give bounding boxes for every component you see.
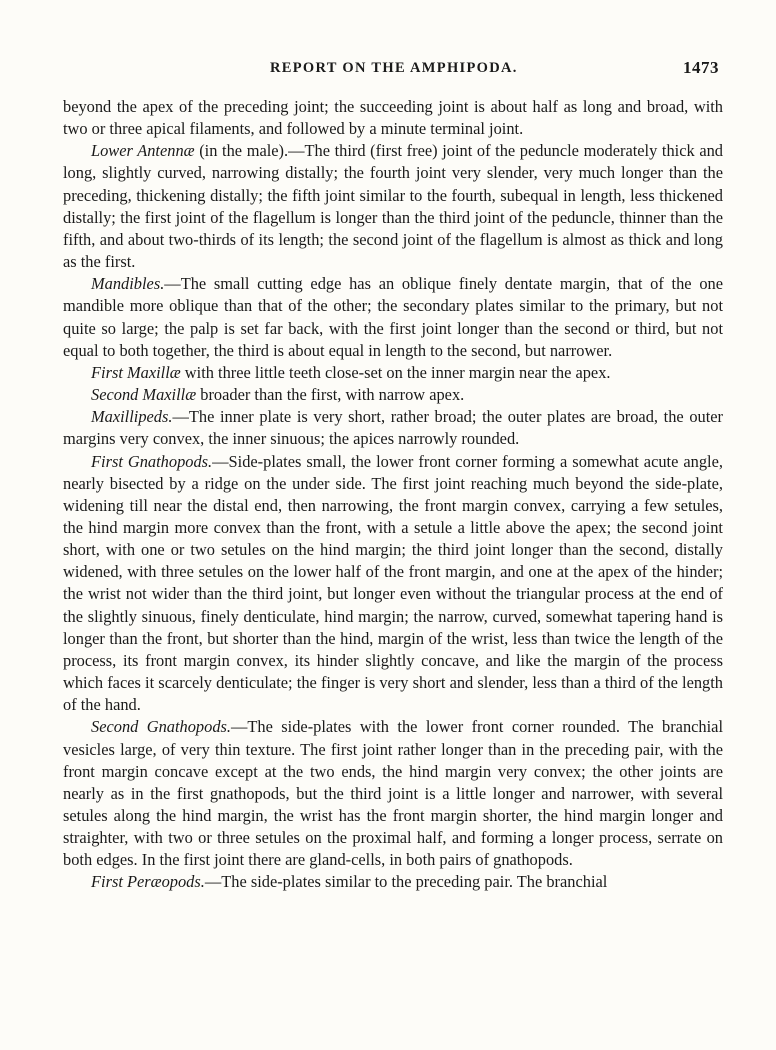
page-header	[0, 58, 776, 82]
paragraph-lead: Lower Antennæ	[91, 141, 195, 161]
paragraph-text: beyond the apex of the preceding joint; the succeeding joint is about half as long and broad, with two or three apical filaments, and followed by a minute terminal joint.	[63, 97, 723, 139]
paragraph-lead: Second Maxillæ	[91, 385, 197, 405]
paragraph-second-maxillae	[63, 384, 723, 406]
paragraph-maxillipeds	[63, 406, 723, 450]
paragraph-lead: First Peræopods.	[91, 872, 205, 892]
running-title: REPORT ON THE AMPHIPODA.	[270, 60, 518, 76]
paragraph-text: broader than the first, with narrow apex.	[196, 385, 465, 405]
paragraph-first-maxillae	[63, 362, 723, 384]
page-number: 1473	[683, 58, 719, 77]
paragraph-lead: First Maxillæ	[91, 362, 181, 382]
paragraph-lead: Mandibles.	[91, 274, 165, 294]
paragraph-continuation	[63, 96, 723, 140]
paragraph-text: —The side-plates similar to the preceding pair. The branchial	[204, 872, 608, 892]
body-text	[63, 96, 723, 894]
paragraph-text: with three little teeth close-set on the inner margin near the apex.	[180, 362, 611, 382]
paragraph-text: (in the male).—The third (first free) joint of the peduncle moderately thick and long, slightly curved, narrowing distally; the fourth joint very slender, very much longer than the preceding, thickening distally; the fifth joint similar to the fourth, subequal in length, less thickened distally; the first joint of the flagellum is longer than the third joint of the peduncle, thinner than the fifth, and about two-thirds of its length; the second joint of the flagellum is almost as thick and long as the first.	[63, 141, 723, 272]
paragraph-text: —Side-plates small, the lower front corner forming a somewhat acute angle, nearly bisected by a ridge on the under side. The first joint reaching much beyond the side-plate, widening till near the distal end, then narrowing, the front margin convex, carrying a few setules, the hind margin more convex than the front, with a setule a little above the apex; the second joint short, with one or two setules on the hind margin; the third joint longer than the second, distally widened, with three setules on the lower half of the front margin, and one at the apex of the hinder; the wrist not wider than the third joint, but longer even without the triangular process at the end of the slightly sinuous, finely denticulate, hind margin; the narrow, curved, somewhat tapering hand is longer than the front, but shorter than the hind, margin of the wrist, less than twice the length of the process, its front margin convex, its hinder slightly concave, and like the margin of the process which faces it scarcely denticulate; the finger is very short and slender, less than a third of the length of the hand.	[63, 451, 723, 715]
paragraph-lead: Second Gnathopods.	[91, 717, 231, 737]
paragraph-second-gnathopods	[63, 716, 723, 871]
paragraph-first-peraeopods	[63, 871, 723, 893]
paragraph-text: —The side-plates with the lower front corner rounded. The branchial vesicles large, of very thin texture. The first joint rather longer than in the preceding pair, with the front margin concave except at the two ends, the hind margin very convex; the other joints are nearly as in the first gnathopods, but the third joint is a little longer and narrower, with several setules along the hind margin, the wrist has the front margin shorter, the hind margin longer and straighter, with two or three setules on the proximal half, and forming a longer process, serrate on both edges. In the first joint there are gland-cells, in both pairs of gnathopods.	[63, 717, 723, 870]
paragraph-lower-antennae	[63, 140, 723, 273]
paragraph-text: —The small cutting edge has an oblique finely dentate margin, that of the one mandible more oblique than that of the other; the secondary plates similar to the primary, but not quite so large; the palp is set far back, with the first joint longer than the second or third, but not equal to both together, the third is about equal in length to the second, but narrower.	[63, 274, 723, 360]
paragraph-text: —The inner plate is very short, rather broad; the outer plates are broad, the outer margins very convex, the inner sinuous; the apices narrowly rounded.	[63, 407, 723, 449]
paragraph-mandibles	[63, 273, 723, 362]
paragraph-first-gnathopods	[63, 451, 723, 717]
paragraph-lead: First Gnathopods.	[91, 451, 213, 471]
paragraph-lead: Maxillipeds.	[91, 407, 173, 427]
